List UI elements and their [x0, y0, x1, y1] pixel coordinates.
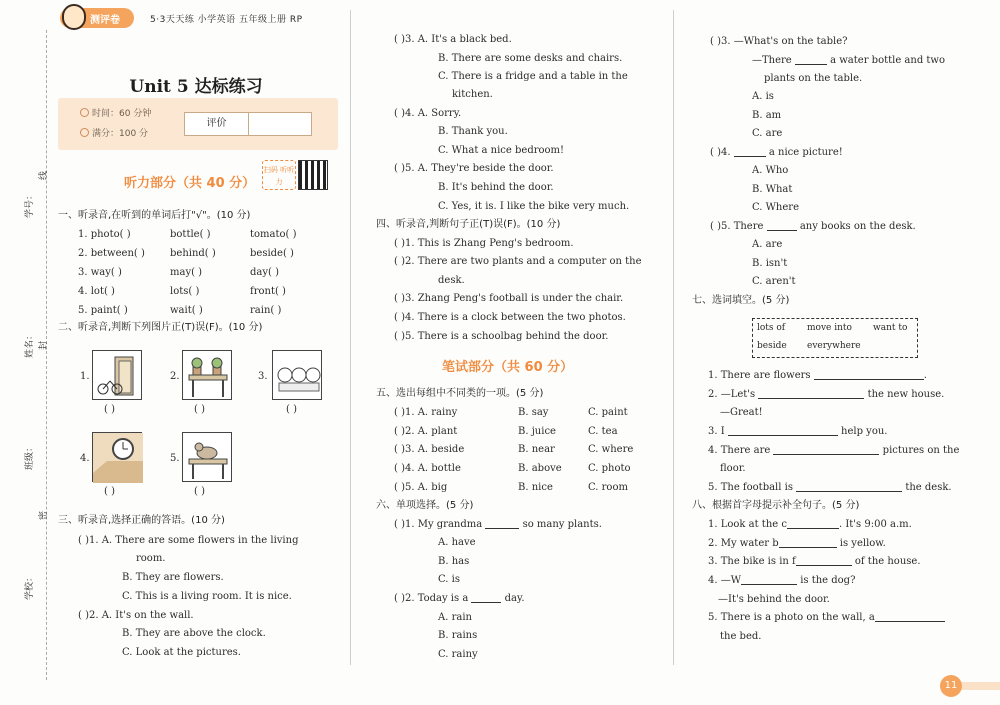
q-line: ( )4. There is a clock between the two photos.	[394, 312, 626, 323]
column-2	[362, 0, 662, 705]
q-option: C. are	[752, 128, 783, 139]
answer-blank[interactable]	[767, 221, 797, 231]
q-option: C. tea	[588, 426, 618, 437]
binding-margin	[0, 0, 50, 705]
s1-item: 2. between( )	[78, 248, 145, 259]
answer-paren[interactable]: ( )	[194, 486, 205, 497]
fill-line: 1. There are flowers .	[708, 370, 927, 381]
q-line: ( )3. —What's on the table?	[710, 36, 848, 47]
q-line: ( )1. My grandma so many plants.	[394, 519, 602, 530]
q-option: B. isn't	[752, 258, 788, 269]
q-line: ( )2. A. It's on the wall.	[78, 610, 194, 621]
q-line: ( )2. A. plant	[394, 426, 458, 437]
q-line: ( )4. A. bottle	[394, 463, 461, 474]
q-option: C. aren't	[752, 276, 796, 287]
q-option: B. above	[518, 463, 562, 474]
clock-icon	[80, 108, 89, 117]
fill-line: 4. There are pictures on the	[708, 445, 960, 456]
pic-label: 2.	[170, 371, 180, 382]
fill-line: 1. Look at the c . It's 9:00 a.m.	[708, 519, 912, 530]
word-option: lots of	[757, 323, 786, 333]
listening-part-title: 听力部分（共 40 分）	[124, 176, 256, 191]
q-option: A. have	[438, 537, 476, 548]
s1-item: beside( )	[250, 248, 294, 259]
book-info: 5·3天天练 小学英语 五年级上册 RP	[150, 15, 303, 25]
cat-on-table-picture	[182, 432, 232, 482]
fill-line: —It's behind the door.	[718, 594, 830, 605]
section-7-title: 七、选词填空。(5 分)	[692, 295, 790, 306]
s1-item: 5. paint( )	[78, 305, 128, 316]
answer-blank[interactable]	[796, 556, 852, 566]
answer-paren[interactable]: ( )	[104, 404, 115, 415]
q-option: C. Look at the pictures.	[122, 647, 241, 658]
q-option: C. where	[588, 444, 634, 455]
side-mark-seal: 封	[39, 340, 49, 350]
q-option: C. What a nice bedroom!	[438, 145, 565, 156]
q-option: B. am	[752, 110, 782, 121]
q-line: ( )5. A. big	[394, 482, 448, 493]
word-option: beside	[757, 341, 787, 351]
q-option: C. paint	[588, 407, 628, 418]
column-3	[686, 0, 976, 705]
fill-line: —Great!	[720, 407, 763, 418]
evaluation-label: 评价	[185, 113, 249, 135]
q-option: B. near	[518, 444, 555, 455]
q-option: C. There is a fridge and a table in the	[438, 71, 628, 82]
mascot-icon	[62, 4, 86, 30]
q-line: ( )2. There are two plants and a computer on the	[394, 256, 642, 267]
answer-blank[interactable]	[875, 612, 945, 622]
page-header	[52, 0, 342, 28]
q-option: B. There are some desks and chairs.	[438, 53, 623, 64]
q-option: B. say	[518, 407, 549, 418]
q-line: ( )1. A. There are some flowers in the living	[78, 535, 299, 546]
qr-tag: 扫码 听听力	[262, 160, 296, 190]
page-title: Unit 5 达标练习	[129, 77, 263, 97]
q-option: B. nice	[518, 482, 553, 493]
q-option: A. rain	[438, 612, 472, 623]
fill-line: 5. The football is the desk.	[708, 482, 952, 493]
page-number: 11	[940, 675, 962, 697]
answer-blank[interactable]	[795, 55, 827, 65]
q-option: B. rains	[438, 630, 478, 641]
word-option: move into	[807, 323, 852, 333]
s1-item: 3. way( )	[78, 267, 122, 278]
cut-line	[46, 30, 47, 680]
section-6-title: 六、单项选择。(5 分)	[376, 500, 474, 511]
s1-item: rain( )	[250, 305, 282, 316]
pic-label: 5.	[170, 453, 180, 464]
q-line: —There a water bottle and two	[752, 55, 946, 66]
pic-label: 4.	[80, 453, 90, 464]
s1-item: may( )	[170, 267, 203, 278]
plant-on-table-picture	[182, 350, 232, 400]
q-option: B. They are above the clock.	[122, 628, 266, 639]
column-divider	[673, 10, 674, 665]
q-option: C. Yes, it is. I like the bike very much.	[438, 201, 630, 212]
answer-blank[interactable]	[758, 389, 864, 399]
s1-item: 4. lot( )	[78, 286, 115, 297]
word-option: everywhere	[807, 341, 861, 351]
info-box	[58, 98, 338, 150]
q-option: B. What	[752, 184, 793, 195]
evaluation-box	[184, 112, 312, 136]
q-line: ( )1. A. rainy	[394, 407, 458, 418]
class-label: 班级：	[25, 442, 35, 470]
s1-item: day( )	[250, 267, 279, 278]
q-option: B. juice	[518, 426, 556, 437]
s1-item: front( )	[250, 286, 286, 297]
fill-line: 3. The bike is in f of the house.	[708, 556, 921, 567]
q-option: C. photo	[588, 463, 631, 474]
answer-blank[interactable]	[734, 147, 766, 157]
bike-behind-door-picture	[92, 350, 142, 400]
answer-blank[interactable]	[787, 519, 839, 529]
q-option: A. is	[752, 91, 774, 102]
q-option: C. room	[588, 482, 628, 493]
q-line: ( )1. This is Zhang Peng's bedroom.	[394, 238, 574, 249]
logo-badge	[60, 8, 134, 28]
time-info: 时间：60 分钟	[80, 106, 151, 119]
q-option: A. are	[752, 239, 783, 250]
fill-line: floor.	[720, 463, 746, 474]
q-option: A. Who	[752, 165, 789, 176]
q-option: C. rainy	[438, 649, 478, 660]
q-line: ( )5. There is a schoolbag behind the door.	[394, 331, 609, 342]
answer-paren[interactable]: ( )	[286, 404, 297, 415]
section-5-title: 五、选出每组中不同类的一项。(5 分)	[376, 388, 544, 399]
fill-line: 5. There is a photo on the wall, a	[708, 611, 945, 625]
section-4-title: 四、听录音,判断句子正(T)误(F)。(10 分)	[376, 219, 561, 230]
section-3-title: 三、听录音,选择正确的答语。(10 分)	[58, 515, 225, 526]
answer-blank[interactable]	[773, 445, 879, 455]
q-line: ( )5. A. They're beside the door.	[394, 163, 554, 174]
answer-blank[interactable]	[741, 575, 797, 585]
school-label: 学校：	[25, 572, 35, 600]
answer-blank[interactable]	[728, 426, 838, 436]
column-1	[52, 0, 340, 705]
q-option: C. is	[438, 574, 460, 585]
fill-line: 2. —Let's the new house.	[708, 389, 945, 400]
answer-blank[interactable]	[796, 482, 902, 492]
side-mark-secret: 密	[39, 510, 49, 520]
answer-blank[interactable]	[471, 593, 501, 603]
answer-blank[interactable]	[485, 519, 519, 529]
q-option: C. Where	[752, 202, 799, 213]
student-id-label: 学号：	[25, 190, 35, 218]
clock-picture	[92, 432, 142, 482]
fill-line: 3. I help you.	[708, 426, 888, 437]
s1-item: behind( )	[170, 248, 216, 259]
q-line: room.	[136, 553, 166, 564]
q-option: B. They are flowers.	[122, 572, 224, 583]
q-option: B. Thank you.	[438, 126, 508, 137]
pic-label: 3.	[258, 371, 268, 382]
fill-line: the bed.	[720, 631, 762, 642]
q-line: ( )3. Zhang Peng's football is under the chair.	[394, 293, 624, 304]
word-bank	[752, 318, 918, 358]
q-line: ( )3. A. It's a black bed.	[394, 34, 512, 45]
toys-picture	[272, 350, 322, 400]
q-line: ( )5. There any books on the desk.	[710, 221, 916, 232]
answer-blank[interactable]	[814, 370, 924, 380]
page-footer-bar	[960, 682, 1000, 690]
q-line: plants on the table.	[764, 73, 863, 84]
section-8-title: 八、根据首字母提示补全句子。(5 分)	[692, 500, 860, 511]
word-option: want to	[873, 323, 908, 333]
q-line: ( )4. A. Sorry.	[394, 108, 462, 119]
fill-line: 2. My water b is yellow.	[708, 538, 886, 549]
fill-line: 4. —W is the dog?	[708, 575, 856, 586]
s1-item: wait( )	[170, 305, 203, 316]
s1-item: bottle( )	[170, 229, 211, 240]
q-line: desk.	[438, 275, 465, 286]
q-line: ( )4. a nice picture!	[710, 147, 843, 158]
name-label: 姓名：	[25, 330, 35, 358]
q-option: B. has	[438, 556, 470, 567]
s1-item: tomato( )	[250, 229, 297, 240]
score-icon	[80, 128, 89, 137]
logo-text: 测评卷	[90, 15, 120, 26]
q-option: B. It's behind the door.	[438, 182, 554, 193]
side-mark-line: 线	[39, 170, 49, 180]
q-option: C. This is a living room. It is nice.	[122, 591, 292, 602]
q-line: ( )2. Today is a day.	[394, 593, 525, 604]
q-option: kitchen.	[452, 89, 493, 100]
score-info: 满分：100 分	[80, 126, 148, 139]
section-1-title: 一、听录音,在听到的单词后打"√"。(10 分)	[58, 210, 251, 221]
column-divider	[350, 10, 351, 665]
s1-item: 1. photo( )	[78, 229, 131, 240]
s1-item: lots( )	[170, 286, 200, 297]
q-line: ( )3. A. beside	[394, 444, 465, 455]
written-part-title: 笔试部分（共 60 分）	[442, 360, 574, 375]
answer-paren[interactable]: ( )	[104, 486, 115, 497]
section-2-title: 二、听录音,判断下列图片正(T)误(F)。(10 分)	[58, 322, 263, 333]
qr-code-icon[interactable]	[298, 160, 328, 190]
pic-label: 1.	[80, 371, 90, 382]
answer-paren[interactable]: ( )	[194, 404, 205, 415]
answer-blank[interactable]	[779, 538, 837, 548]
